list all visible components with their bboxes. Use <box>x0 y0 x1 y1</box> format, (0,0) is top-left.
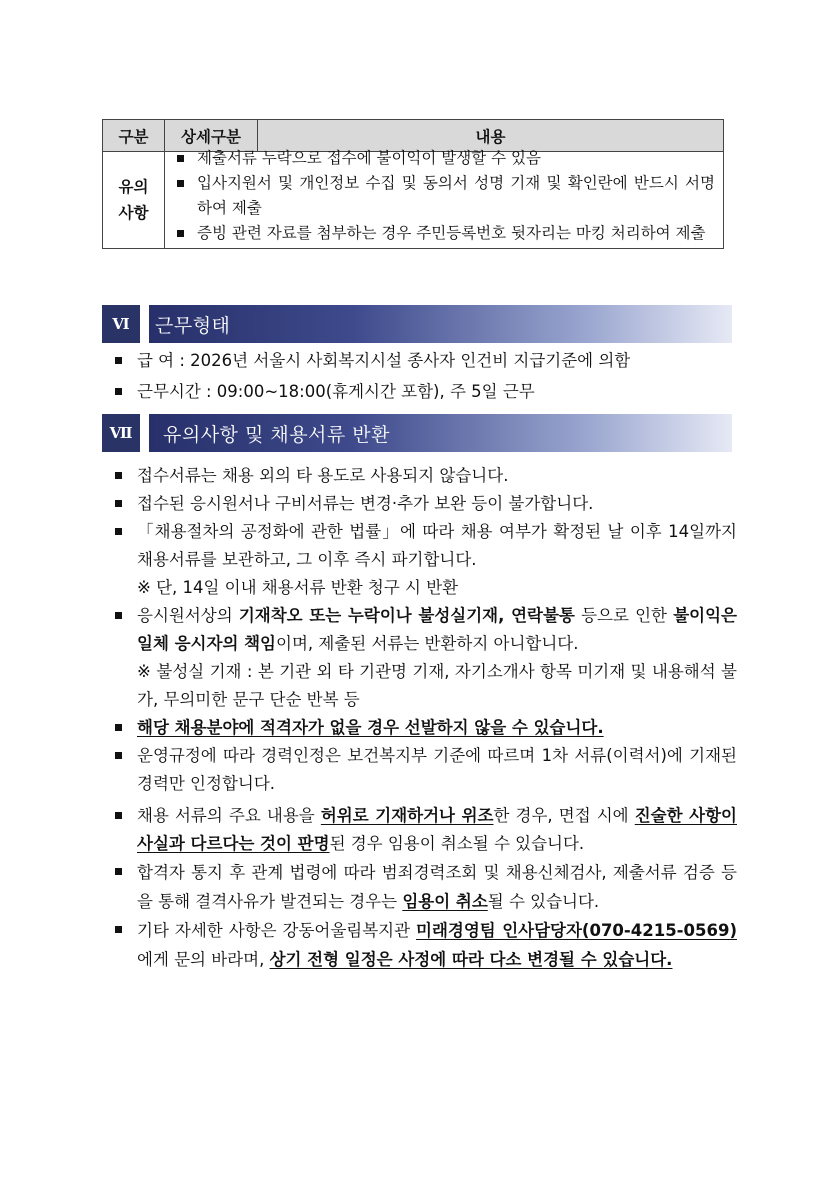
bold-underlined-text: 임용이 취소 <box>402 892 488 911</box>
square-bullet-icon <box>115 388 122 395</box>
section-6-title-bar <box>149 305 732 343</box>
list-item <box>112 802 737 858</box>
bold-underlined-text: 미래경영팀 인사담당자(070-4215-0569) <box>416 921 737 940</box>
square-bullet-icon <box>115 500 122 507</box>
category-line-1: 유의 <box>118 178 149 196</box>
content-cell <box>165 149 724 249</box>
category-line-2: 사항 <box>118 204 149 222</box>
list-item <box>175 146 715 171</box>
bold-text: 불이익은 일체 응시자의 책임 <box>137 606 737 653</box>
item-text: 접수서류는 채용 외의 타 용도로 사용되지 않습니다. <box>137 466 509 485</box>
square-bullet-icon <box>115 528 122 535</box>
list-note: ※ 단, 14일 이내 채용서류 반환 청구 시 반환 <box>137 578 459 597</box>
table-row <box>103 152 724 249</box>
item-text: 채용 서류의 주요 내용을 <box>137 806 321 825</box>
square-bullet-icon <box>115 812 122 819</box>
item-text: 급 여 : 2026년 서울시 사회복지시설 종사자 인건비 지급기준에 의함 <box>137 351 631 370</box>
header-content: 내용 <box>258 120 724 152</box>
list-item <box>112 518 737 574</box>
item-text: 제출서류 누락으로 접수에 불이익이 발생할 수 있음 <box>197 149 541 167</box>
item-text: 될 수 있습니다. <box>487 892 600 911</box>
item-text: 증빙 관련 자료를 첨부하는 경우 주민등록번호 뒷자리는 마킹 처리하여 제출 <box>197 224 706 242</box>
list-item <box>112 490 737 518</box>
section-6-number: Ⅵ <box>102 305 140 343</box>
square-bullet-icon <box>115 752 122 759</box>
list-item <box>112 858 737 916</box>
item-text: 근무시간 : 09:00~18:00(휴게시간 포함), 주 5일 근무 <box>137 382 535 401</box>
section-6-list <box>112 345 737 407</box>
section-7-number: Ⅶ <box>102 414 140 452</box>
bold-text: 기재착오 또는 누락이나 불성실기재, 연락불통 <box>238 606 575 625</box>
list-item <box>112 345 737 376</box>
list-item <box>112 916 737 974</box>
header-category: 구분 <box>103 120 165 152</box>
square-bullet-icon <box>115 724 122 731</box>
bold-underlined-text: 진술한 사항이 사실과 다르다는 것이 판명 <box>137 806 737 853</box>
header-subcategory: 상세구분 <box>165 120 258 152</box>
section-7-title: 유의사항 및 채용서류 반환 <box>163 423 391 446</box>
bold-underlined-text: 해당 채용분야에 적격자가 없을 경우 선발하지 않을 수 있습니다. <box>137 718 604 737</box>
bold-underlined-text: 상기 전형 일정은 사정에 따라 다소 변경될 수 있습니다. <box>269 950 673 969</box>
list-item <box>112 602 737 658</box>
list-item <box>112 376 737 407</box>
item-text: 입사지원서 및 개인정보 수집 및 동의서 성명 기재 및 확인란에 반드시 서명하여 제출 <box>197 174 715 217</box>
square-bullet-icon <box>177 155 184 162</box>
category-cell <box>103 152 165 249</box>
notice-table <box>102 119 724 249</box>
item-text: 「채용절차의 공정화에 관한 법률」에 따라 채용 여부가 확정된 날 이후 14일까지 채용서류를 보관하고, 그 이후 즉시 파기합니다. <box>137 522 737 569</box>
item-text: 합격자 통지 후 관계 법령에 따라 범죄경력조회 및 채용신체검사, 제출서류 검증 등을 통해 결격사유가 발견되는 경우는 <box>137 863 737 911</box>
list-item <box>112 714 737 742</box>
list-item <box>175 221 715 246</box>
section-7-title-bar <box>149 414 732 452</box>
square-bullet-icon <box>115 472 122 479</box>
item-text: 한 경우, 면접 시에 <box>493 806 635 825</box>
list-item <box>112 742 737 798</box>
square-bullet-icon <box>115 612 122 619</box>
square-bullet-icon <box>177 230 184 237</box>
item-text: 에게 문의 바라며, <box>137 950 270 969</box>
item-text: 응시원서상의 <box>137 606 239 625</box>
section-6-header <box>102 305 732 343</box>
section-6-title: 근무형태 <box>155 314 231 337</box>
square-bullet-icon <box>115 868 122 875</box>
item-text: 접수된 응시원서나 구비서류는 변경·추가 보완 등이 불가합니다. <box>137 494 594 513</box>
square-bullet-icon <box>177 180 184 187</box>
square-bullet-icon <box>115 926 122 933</box>
item-text: 등으로 인한 <box>574 606 674 625</box>
list-item <box>175 171 715 221</box>
list-note: ※ 불성실 기재 : 본 기관 외 타 기관명 기재, 자기소개사 항목 미기재 및 내용해석 불가, 무의미한 문구 단순 반복 등 <box>137 662 737 709</box>
item-text: 이며, 제출된 서류는 반환하지 아니합니다. <box>276 634 579 653</box>
item-text: 기타 자세한 사항은 강동어울림복지관 <box>137 921 417 940</box>
list-item <box>112 462 737 490</box>
section-7-header <box>102 414 732 452</box>
item-text: 운영규정에 따라 경력인정은 보건복지부 기준에 따르며 1차 서류(이력서)에 기재된 경력만 인정합니다. <box>137 746 737 793</box>
square-bullet-icon <box>115 357 122 364</box>
bold-underlined-text: 허위로 기재하거나 위조 <box>320 806 494 825</box>
item-text: 된 경우 임용이 취소될 수 있습니다. <box>329 834 585 853</box>
section-7-list <box>112 462 737 974</box>
